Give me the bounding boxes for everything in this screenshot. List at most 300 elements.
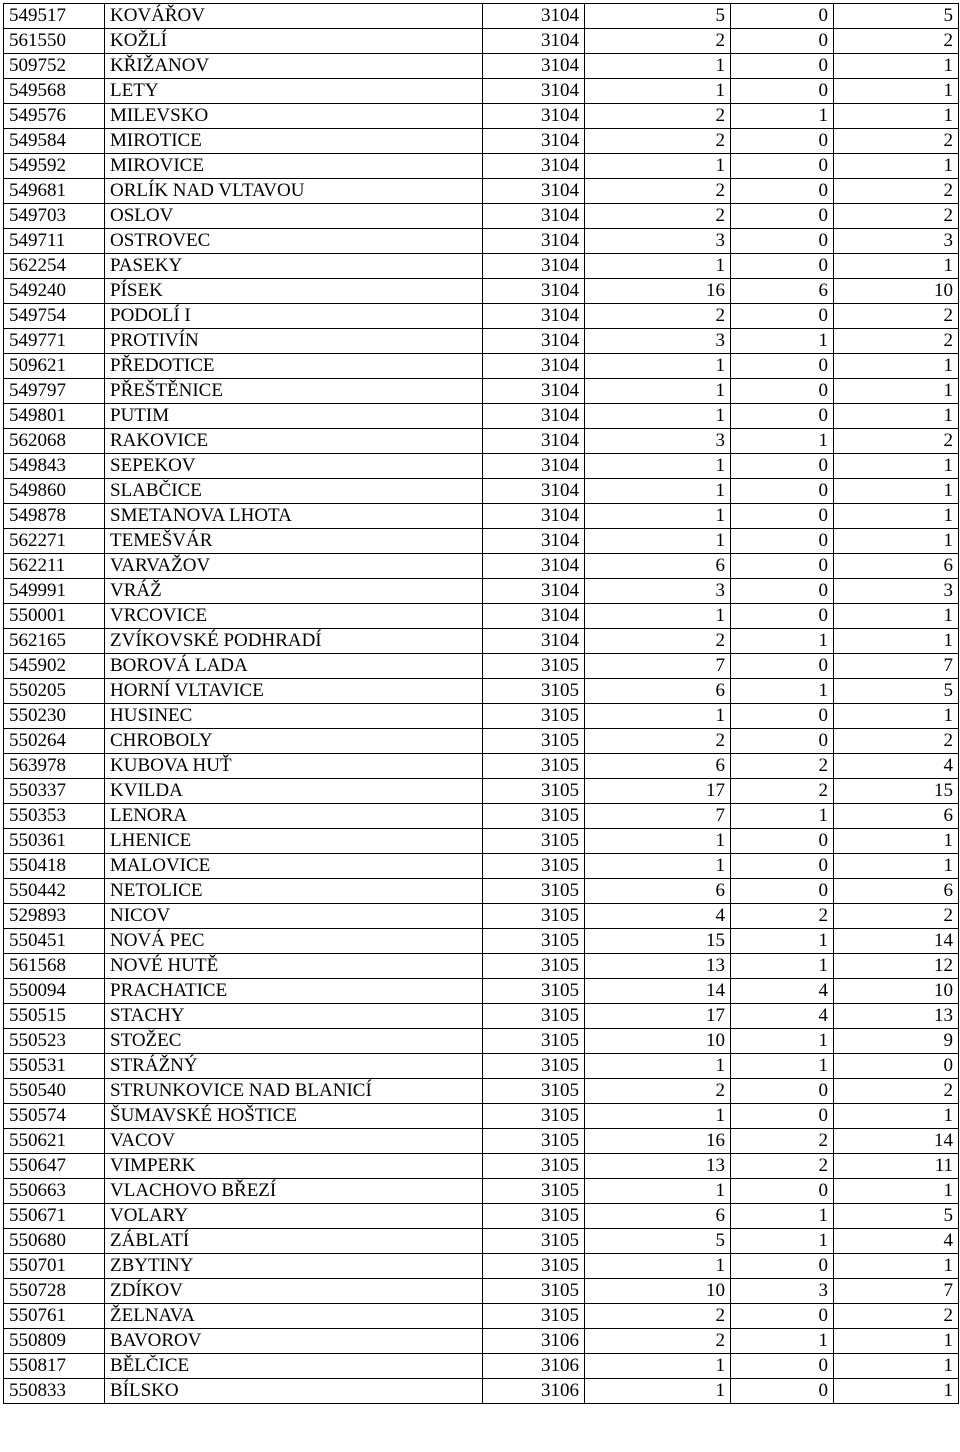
- name-cell: STRUNKOVICE NAD BLANICÍ: [105, 1079, 483, 1104]
- name-cell: OSTROVEC: [105, 229, 483, 254]
- count-b-cell: 0: [731, 654, 834, 679]
- name-cell: BOROVÁ LADA: [105, 654, 483, 679]
- name-cell: ZVÍKOVSKÉ PODHRADÍ: [105, 629, 483, 654]
- code-cell: 562211: [4, 554, 105, 579]
- count-b-cell: 0: [731, 304, 834, 329]
- count-a-cell: 1: [585, 1254, 731, 1279]
- count-c-cell: 1: [834, 1254, 959, 1279]
- district-cell: 3105: [483, 904, 585, 929]
- count-b-cell: 1: [731, 429, 834, 454]
- code-cell: 549797: [4, 379, 105, 404]
- count-b-cell: 2: [731, 904, 834, 929]
- count-a-cell: 1: [585, 604, 731, 629]
- count-b-cell: 0: [731, 254, 834, 279]
- code-cell: 550647: [4, 1154, 105, 1179]
- district-cell: 3105: [483, 929, 585, 954]
- count-b-cell: 0: [731, 854, 834, 879]
- count-c-cell: 2: [834, 329, 959, 354]
- count-c-cell: 1: [834, 79, 959, 104]
- name-cell: MIROVICE: [105, 154, 483, 179]
- count-a-cell: 3: [585, 429, 731, 454]
- count-a-cell: 2: [585, 729, 731, 754]
- count-b-cell: 0: [731, 879, 834, 904]
- code-cell: 549754: [4, 304, 105, 329]
- name-cell: VRÁŽ: [105, 579, 483, 604]
- district-cell: 3104: [483, 104, 585, 129]
- name-cell: SEPEKOV: [105, 454, 483, 479]
- count-c-cell: 7: [834, 654, 959, 679]
- count-b-cell: 0: [731, 1379, 834, 1404]
- table-row: [4, 654, 959, 679]
- count-a-cell: 1: [585, 1354, 731, 1379]
- count-a-cell: 14: [585, 979, 731, 1004]
- count-a-cell: 1: [585, 379, 731, 404]
- district-cell: 3104: [483, 304, 585, 329]
- table-row: [4, 379, 959, 404]
- table-row: [4, 254, 959, 279]
- count-c-cell: 1: [834, 504, 959, 529]
- district-cell: 3104: [483, 179, 585, 204]
- code-cell: 550574: [4, 1104, 105, 1129]
- district-cell: 3104: [483, 379, 585, 404]
- district-cell: 3104: [483, 404, 585, 429]
- count-b-cell: 0: [731, 1179, 834, 1204]
- count-b-cell: 2: [731, 779, 834, 804]
- code-cell: 509621: [4, 354, 105, 379]
- count-c-cell: 1: [834, 1379, 959, 1404]
- table-row: [4, 4, 959, 29]
- district-cell: 3105: [483, 1079, 585, 1104]
- table-row: [4, 754, 959, 779]
- count-b-cell: 4: [731, 979, 834, 1004]
- count-a-cell: 6: [585, 754, 731, 779]
- count-a-cell: 2: [585, 1304, 731, 1329]
- district-cell: 3105: [483, 1279, 585, 1304]
- name-cell: KVILDA: [105, 779, 483, 804]
- table-row: [4, 879, 959, 904]
- count-b-cell: 2: [731, 1129, 834, 1154]
- count-b-cell: 0: [731, 404, 834, 429]
- code-cell: 549681: [4, 179, 105, 204]
- table-row: [4, 854, 959, 879]
- name-cell: VOLARY: [105, 1204, 483, 1229]
- table-row: [4, 829, 959, 854]
- district-cell: 3104: [483, 604, 585, 629]
- name-cell: STOŽEC: [105, 1029, 483, 1054]
- table-row: [4, 129, 959, 154]
- count-b-cell: 0: [731, 379, 834, 404]
- count-c-cell: 14: [834, 929, 959, 954]
- count-b-cell: 1: [731, 1229, 834, 1254]
- table-row: [4, 29, 959, 54]
- name-cell: BÍLSKO: [105, 1379, 483, 1404]
- count-b-cell: 1: [731, 629, 834, 654]
- code-cell: 563978: [4, 754, 105, 779]
- table-body: [4, 4, 959, 1404]
- district-cell: 3104: [483, 29, 585, 54]
- count-b-cell: 0: [731, 154, 834, 179]
- count-a-cell: 2: [585, 29, 731, 54]
- count-b-cell: 0: [731, 29, 834, 54]
- district-cell: 3105: [483, 754, 585, 779]
- district-cell: 3104: [483, 479, 585, 504]
- count-c-cell: 1: [834, 1354, 959, 1379]
- count-a-cell: 17: [585, 779, 731, 804]
- name-cell: LETY: [105, 79, 483, 104]
- count-b-cell: 0: [731, 54, 834, 79]
- count-b-cell: 1: [731, 1054, 834, 1079]
- name-cell: ZDÍKOV: [105, 1279, 483, 1304]
- table-row: [4, 1279, 959, 1304]
- table-row: [4, 554, 959, 579]
- count-c-cell: 2: [834, 204, 959, 229]
- count-b-cell: 0: [731, 829, 834, 854]
- code-cell: 562271: [4, 529, 105, 554]
- code-cell: 550523: [4, 1029, 105, 1054]
- district-cell: 3106: [483, 1379, 585, 1404]
- table-row: [4, 929, 959, 954]
- table-row: [4, 1129, 959, 1154]
- count-c-cell: 14: [834, 1129, 959, 1154]
- code-cell: 550205: [4, 679, 105, 704]
- district-cell: 3105: [483, 854, 585, 879]
- count-a-cell: 1: [585, 529, 731, 554]
- district-cell: 3104: [483, 204, 585, 229]
- count-a-cell: 6: [585, 679, 731, 704]
- count-b-cell: 0: [731, 354, 834, 379]
- count-c-cell: 1: [834, 1104, 959, 1129]
- table-row: [4, 579, 959, 604]
- code-cell: 549843: [4, 454, 105, 479]
- code-cell: 550515: [4, 1004, 105, 1029]
- name-cell: KUBOVA HUŤ: [105, 754, 483, 779]
- code-cell: 549517: [4, 4, 105, 29]
- table-row: [4, 354, 959, 379]
- name-cell: BAVOROV: [105, 1329, 483, 1354]
- code-cell: 549991: [4, 579, 105, 604]
- name-cell: PŘEDOTICE: [105, 354, 483, 379]
- count-c-cell: 4: [834, 1229, 959, 1254]
- count-c-cell: 1: [834, 604, 959, 629]
- count-c-cell: 1: [834, 829, 959, 854]
- count-b-cell: 0: [731, 454, 834, 479]
- count-c-cell: 13: [834, 1004, 959, 1029]
- name-cell: NETOLICE: [105, 879, 483, 904]
- count-c-cell: 1: [834, 154, 959, 179]
- count-a-cell: 10: [585, 1029, 731, 1054]
- count-b-cell: 0: [731, 129, 834, 154]
- count-c-cell: 2: [834, 179, 959, 204]
- table-row: [4, 1204, 959, 1229]
- count-b-cell: 0: [731, 554, 834, 579]
- name-cell: STRÁŽNÝ: [105, 1054, 483, 1079]
- count-b-cell: 1: [731, 804, 834, 829]
- count-c-cell: 12: [834, 954, 959, 979]
- table-row: [4, 404, 959, 429]
- district-cell: 3104: [483, 54, 585, 79]
- district-cell: 3105: [483, 1004, 585, 1029]
- code-cell: 562068: [4, 429, 105, 454]
- count-a-cell: 1: [585, 1379, 731, 1404]
- table-row: [4, 154, 959, 179]
- count-b-cell: 3: [731, 1279, 834, 1304]
- table-row: [4, 704, 959, 729]
- table-row: [4, 279, 959, 304]
- count-a-cell: 1: [585, 479, 731, 504]
- table-row: [4, 1254, 959, 1279]
- district-cell: 3104: [483, 554, 585, 579]
- count-b-cell: 0: [731, 529, 834, 554]
- count-c-cell: 10: [834, 979, 959, 1004]
- code-cell: 550817: [4, 1354, 105, 1379]
- name-cell: NOVÉ HUTĚ: [105, 954, 483, 979]
- count-a-cell: 3: [585, 229, 731, 254]
- name-cell: HUSINEC: [105, 704, 483, 729]
- count-b-cell: 0: [731, 229, 834, 254]
- count-b-cell: 1: [731, 929, 834, 954]
- code-cell: 550418: [4, 854, 105, 879]
- table-row: [4, 1154, 959, 1179]
- count-c-cell: 1: [834, 454, 959, 479]
- code-cell: 562165: [4, 629, 105, 654]
- name-cell: ZÁBLATÍ: [105, 1229, 483, 1254]
- count-a-cell: 13: [585, 1154, 731, 1179]
- count-b-cell: 0: [731, 1354, 834, 1379]
- code-cell: 550094: [4, 979, 105, 1004]
- count-c-cell: 1: [834, 354, 959, 379]
- table-row: [4, 479, 959, 504]
- count-c-cell: 2: [834, 1304, 959, 1329]
- table-row: [4, 1004, 959, 1029]
- count-b-cell: 1: [731, 954, 834, 979]
- code-cell: 549711: [4, 229, 105, 254]
- count-b-cell: 0: [731, 204, 834, 229]
- district-cell: 3105: [483, 979, 585, 1004]
- district-cell: 3104: [483, 504, 585, 529]
- district-cell: 3105: [483, 1054, 585, 1079]
- name-cell: CHROBOLY: [105, 729, 483, 754]
- count-b-cell: 0: [731, 704, 834, 729]
- name-cell: PODOLÍ I: [105, 304, 483, 329]
- district-cell: 3104: [483, 229, 585, 254]
- district-cell: 3104: [483, 629, 585, 654]
- code-cell: 550833: [4, 1379, 105, 1404]
- name-cell: PUTIM: [105, 404, 483, 429]
- table-row: [4, 1054, 959, 1079]
- count-a-cell: 1: [585, 704, 731, 729]
- count-c-cell: 15: [834, 779, 959, 804]
- code-cell: 550001: [4, 604, 105, 629]
- name-cell: MILEVSKO: [105, 104, 483, 129]
- code-cell: 509752: [4, 54, 105, 79]
- count-a-cell: 16: [585, 1129, 731, 1154]
- table-row: [4, 1379, 959, 1404]
- count-b-cell: 0: [731, 504, 834, 529]
- district-cell: 3104: [483, 129, 585, 154]
- count-b-cell: 0: [731, 579, 834, 604]
- code-cell: 550680: [4, 1229, 105, 1254]
- count-c-cell: 1: [834, 104, 959, 129]
- code-cell: 549584: [4, 129, 105, 154]
- name-cell: VACOV: [105, 1129, 483, 1154]
- district-cell: 3105: [483, 1129, 585, 1154]
- district-cell: 3104: [483, 79, 585, 104]
- count-a-cell: 4: [585, 904, 731, 929]
- district-cell: 3104: [483, 429, 585, 454]
- count-c-cell: 2: [834, 429, 959, 454]
- district-cell: 3105: [483, 679, 585, 704]
- code-cell: 550451: [4, 929, 105, 954]
- municipality-table: [3, 3, 959, 1404]
- name-cell: KOŽLÍ: [105, 29, 483, 54]
- name-cell: MALOVICE: [105, 854, 483, 879]
- district-cell: 3105: [483, 829, 585, 854]
- code-cell: 549576: [4, 104, 105, 129]
- table-row: [4, 1104, 959, 1129]
- district-cell: 3105: [483, 779, 585, 804]
- count-a-cell: 2: [585, 179, 731, 204]
- name-cell: BĚLČICE: [105, 1354, 483, 1379]
- name-cell: PRACHATICE: [105, 979, 483, 1004]
- code-cell: 550531: [4, 1054, 105, 1079]
- district-cell: 3105: [483, 704, 585, 729]
- district-cell: 3105: [483, 1304, 585, 1329]
- count-a-cell: 16: [585, 279, 731, 304]
- count-a-cell: 6: [585, 554, 731, 579]
- district-cell: 3105: [483, 654, 585, 679]
- code-cell: 550621: [4, 1129, 105, 1154]
- count-c-cell: 1: [834, 479, 959, 504]
- count-b-cell: 0: [731, 1304, 834, 1329]
- name-cell: ŽELNAVA: [105, 1304, 483, 1329]
- count-c-cell: 6: [834, 554, 959, 579]
- table-row: [4, 1029, 959, 1054]
- code-cell: 549568: [4, 79, 105, 104]
- count-a-cell: 2: [585, 204, 731, 229]
- count-a-cell: 1: [585, 454, 731, 479]
- code-cell: 550663: [4, 1179, 105, 1204]
- district-cell: 3106: [483, 1354, 585, 1379]
- name-cell: PASEKY: [105, 254, 483, 279]
- district-cell: 3105: [483, 729, 585, 754]
- count-c-cell: 3: [834, 579, 959, 604]
- code-cell: 550337: [4, 779, 105, 804]
- count-c-cell: 7: [834, 1279, 959, 1304]
- count-c-cell: 1: [834, 254, 959, 279]
- count-b-cell: 0: [731, 479, 834, 504]
- count-c-cell: 9: [834, 1029, 959, 1054]
- table-row: [4, 79, 959, 104]
- code-cell: 549801: [4, 404, 105, 429]
- count-c-cell: 10: [834, 279, 959, 304]
- district-cell: 3104: [483, 254, 585, 279]
- district-cell: 3105: [483, 1254, 585, 1279]
- district-cell: 3105: [483, 1104, 585, 1129]
- count-b-cell: 1: [731, 329, 834, 354]
- name-cell: PROTIVÍN: [105, 329, 483, 354]
- code-cell: 550809: [4, 1329, 105, 1354]
- count-a-cell: 1: [585, 1054, 731, 1079]
- count-a-cell: 3: [585, 329, 731, 354]
- code-cell: 562254: [4, 254, 105, 279]
- name-cell: OSLOV: [105, 204, 483, 229]
- count-c-cell: 1: [834, 1329, 959, 1354]
- count-a-cell: 1: [585, 54, 731, 79]
- count-a-cell: 1: [585, 154, 731, 179]
- name-cell: ŠUMAVSKÉ HOŠTICE: [105, 1104, 483, 1129]
- table-row: [4, 104, 959, 129]
- table-row: [4, 529, 959, 554]
- table-row: [4, 1354, 959, 1379]
- district-cell: 3104: [483, 329, 585, 354]
- count-c-cell: 5: [834, 679, 959, 704]
- count-a-cell: 10: [585, 1279, 731, 1304]
- name-cell: KOVÁŘOV: [105, 4, 483, 29]
- count-c-cell: 2: [834, 904, 959, 929]
- name-cell: PÍSEK: [105, 279, 483, 304]
- count-b-cell: 1: [731, 679, 834, 704]
- count-a-cell: 1: [585, 1179, 731, 1204]
- district-cell: 3105: [483, 879, 585, 904]
- count-b-cell: 4: [731, 1004, 834, 1029]
- name-cell: ZBYTINY: [105, 1254, 483, 1279]
- district-cell: 3104: [483, 354, 585, 379]
- name-cell: SLABČICE: [105, 479, 483, 504]
- count-b-cell: 1: [731, 104, 834, 129]
- district-cell: 3105: [483, 954, 585, 979]
- code-cell: 561568: [4, 954, 105, 979]
- table-row: [4, 304, 959, 329]
- count-c-cell: 1: [834, 854, 959, 879]
- name-cell: SMETANOVA LHOTA: [105, 504, 483, 529]
- district-cell: 3104: [483, 154, 585, 179]
- name-cell: TEMEŠVÁR: [105, 529, 483, 554]
- code-cell: 550701: [4, 1254, 105, 1279]
- count-b-cell: 2: [731, 754, 834, 779]
- table-row: [4, 954, 959, 979]
- district-cell: 3105: [483, 1029, 585, 1054]
- table-row: [4, 229, 959, 254]
- name-cell: VARVAŽOV: [105, 554, 483, 579]
- district-cell: 3105: [483, 1229, 585, 1254]
- count-c-cell: 6: [834, 804, 959, 829]
- table-row: [4, 604, 959, 629]
- name-cell: NICOV: [105, 904, 483, 929]
- count-a-cell: 2: [585, 104, 731, 129]
- count-a-cell: 3: [585, 579, 731, 604]
- count-a-cell: 1: [585, 254, 731, 279]
- count-a-cell: 1: [585, 79, 731, 104]
- count-c-cell: 3: [834, 229, 959, 254]
- table-row: [4, 1079, 959, 1104]
- code-cell: 549771: [4, 329, 105, 354]
- district-cell: 3106: [483, 1329, 585, 1354]
- count-a-cell: 1: [585, 354, 731, 379]
- table-row: [4, 179, 959, 204]
- name-cell: HORNÍ VLTAVICE: [105, 679, 483, 704]
- count-c-cell: 1: [834, 54, 959, 79]
- count-a-cell: 2: [585, 1079, 731, 1104]
- name-cell: LENORA: [105, 804, 483, 829]
- count-a-cell: 1: [585, 1104, 731, 1129]
- table-row: [4, 1229, 959, 1254]
- count-a-cell: 2: [585, 304, 731, 329]
- count-c-cell: 2: [834, 29, 959, 54]
- count-a-cell: 7: [585, 804, 731, 829]
- count-b-cell: 1: [731, 1204, 834, 1229]
- count-b-cell: 1: [731, 1329, 834, 1354]
- district-cell: 3104: [483, 579, 585, 604]
